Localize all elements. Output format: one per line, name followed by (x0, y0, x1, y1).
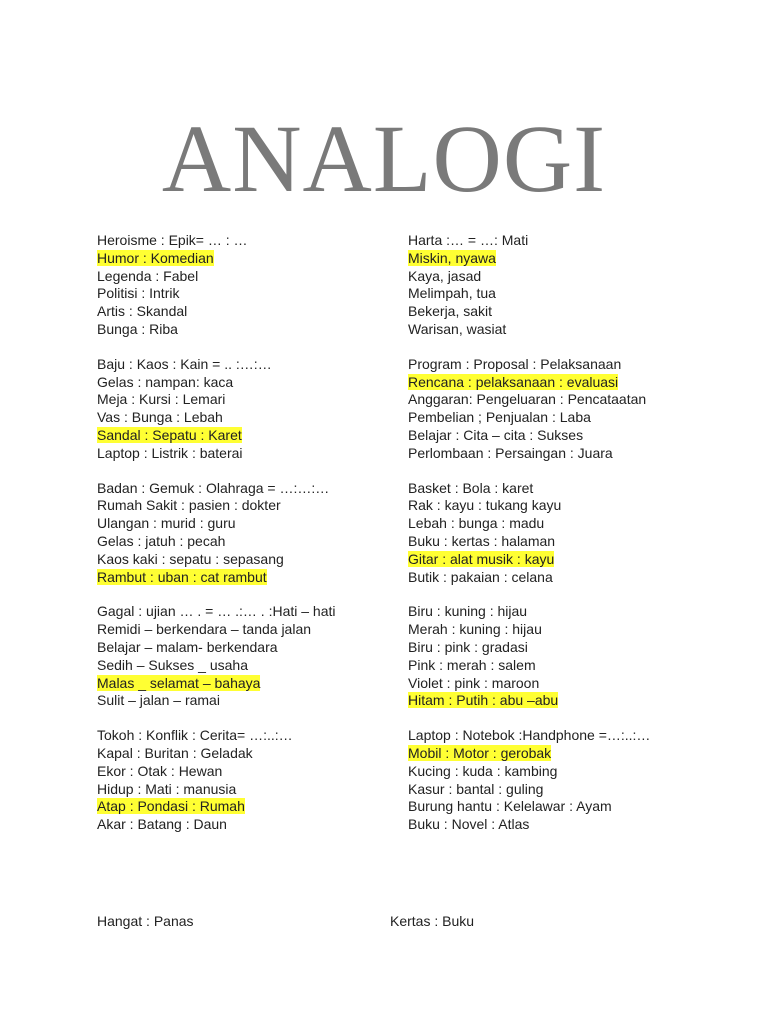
analogy-text: Hitam : Putih : abu –abu (408, 692, 559, 709)
analogy-text: Biru : pink : gradasi (408, 638, 528, 655)
highlighted-answer-line (97, 675, 387, 693)
analogy-text: Basket : Bola : karet (408, 479, 534, 496)
analogy-text: Buku : Novel : Atlas (408, 816, 530, 833)
page-title: ANALOGI (161, 105, 607, 212)
right-analogy-group (408, 232, 708, 339)
analogy-text: Belajar – malam- berkendara (97, 638, 278, 655)
analogy-line (408, 232, 708, 250)
analogy-line (408, 816, 708, 834)
analogy-text: Sulit – jalan – ramai (97, 692, 220, 709)
analogy-text: Perlombaan : Persaingan : Juara (408, 444, 613, 461)
right-analogy-group (408, 603, 708, 710)
analogy-line (408, 675, 708, 693)
analogy-text: Kaya, jasad (408, 267, 482, 284)
analogy-line (408, 268, 708, 286)
analogy-text: Vas : Bunga : Lebah (97, 409, 223, 426)
analogy-line (97, 533, 387, 551)
analogy-line (97, 321, 387, 339)
analogy-line (97, 657, 387, 675)
left-analogy-group (97, 727, 387, 834)
footer-right-text: Kertas : Buku (390, 913, 475, 929)
analogy-text: Baju : Kaos : Kain = .. :…:… (97, 355, 272, 372)
analogy-text: Belajar : Cita – cita : Sukses (408, 426, 584, 443)
analogy-line (408, 356, 708, 374)
analogy-line (97, 409, 387, 427)
analogy-text: Anggaran: Pengeluaran : Pencataatan (408, 391, 647, 408)
analogy-text: Gelas : nampan: kaca (97, 373, 234, 390)
analogy-line (97, 727, 387, 745)
analogy-text: Rumah Sakit : pasien : dokter (97, 497, 281, 514)
analogy-line (97, 639, 387, 657)
footer-left-text: Hangat : Panas (97, 913, 194, 929)
analogy-line (97, 551, 387, 569)
analogy-line (97, 816, 387, 834)
analogy-text: Atap : Pondasi : Rumah (97, 798, 245, 815)
analogy-line (97, 781, 387, 799)
analogy-text: Harta :… = …: Mati (408, 232, 529, 248)
analogy-line (97, 480, 387, 498)
analogy-text: Legenda : Fabel (97, 267, 199, 284)
analogy-line (97, 268, 387, 286)
analogy-text: Burung hantu : Kelelawar : Ayam (408, 798, 612, 815)
analogy-line (408, 409, 708, 427)
analogy-line (97, 745, 387, 763)
right-analogy-group (408, 356, 708, 463)
analogy-line (408, 285, 708, 303)
analogy-text: Laptop : Listrik : baterai (97, 444, 243, 461)
analogy-text: Bunga : Riba (97, 320, 178, 337)
analogy-line (408, 657, 708, 675)
analogy-line (408, 603, 708, 621)
left-column (97, 232, 387, 851)
left-analogy-group (97, 480, 387, 587)
analogy-text: Gitar : alat musik : kayu (408, 550, 555, 567)
analogy-text: Ulangan : murid : guru (97, 515, 236, 532)
analogy-text: Program : Proposal : Pelaksanaan (408, 355, 622, 372)
analogy-text: Kucing : kuda : kambing (408, 762, 558, 779)
analogy-text: Kaos kaki : sepatu : sepasang (97, 550, 284, 567)
analogy-text: Biru : kuning : hijau (408, 603, 528, 620)
analogy-line (408, 515, 708, 533)
left-analogy-group (97, 232, 387, 339)
analogy-line (97, 603, 387, 621)
analogy-text: Meja : Kursi : Lemari (97, 391, 226, 408)
analogy-text: Remidi – berkendara – tanda jalan (97, 621, 312, 638)
analogy-line (97, 763, 387, 781)
analogy-text: Merah : kuning : hijau (408, 621, 542, 638)
analogy-text: Politisi : Intrik (97, 285, 180, 302)
analogy-text: Rambut : uban : cat rambut (97, 568, 267, 585)
analogy-line (97, 391, 387, 409)
right-analogy-group (408, 727, 708, 834)
analogy-text: Laptop : Notebok :Handphone =…:..:… (408, 727, 651, 744)
right-column (408, 232, 708, 851)
analogy-line (408, 391, 708, 409)
analogy-line (408, 569, 708, 587)
highlighted-answer-line (408, 745, 708, 763)
analogy-line (97, 497, 387, 515)
highlighted-answer-line (97, 427, 387, 445)
highlighted-answer-line (97, 798, 387, 816)
analogy-line (408, 798, 708, 816)
analogy-text: Lebah : bunga : madu (408, 515, 545, 532)
analogy-line (408, 763, 708, 781)
analogy-line (97, 692, 387, 710)
analogy-line (408, 639, 708, 657)
analogy-line (408, 427, 708, 445)
analogy-line (97, 303, 387, 321)
analogy-line (97, 374, 387, 392)
analogy-text: Rencana : pelaksanaan : evaluasi (408, 373, 619, 390)
analogy-text: Bekerja, sakit (408, 303, 493, 320)
analogy-line (408, 621, 708, 639)
analogy-line (408, 533, 708, 551)
analogy-text: Pink : merah : salem (408, 656, 536, 673)
left-analogy-group (97, 603, 387, 710)
analogy-text: Badan : Gemuk : Olahraga = …:…:… (97, 479, 330, 496)
analogy-line (408, 303, 708, 321)
analogy-text: Pembelian ; Penjualan : Laba (408, 409, 591, 426)
analogy-text: Butik : pakaian : celana (408, 568, 553, 585)
analogy-text: Malas _ selamat – bahaya (97, 674, 261, 691)
analogy-line (408, 480, 708, 498)
analogy-line (97, 445, 387, 463)
analogy-text: Gelas : jatuh : pecah (97, 532, 226, 549)
highlighted-answer-line (408, 692, 708, 710)
analogy-text: Humor : Komedian (97, 249, 214, 266)
highlighted-answer-line (408, 374, 708, 392)
analogy-line (408, 727, 708, 745)
analogy-text: Miskin, nyawa (408, 249, 496, 266)
analogy-line (97, 621, 387, 639)
analogy-line (97, 285, 387, 303)
analogy-text: Sedih – Sukses _ usaha (97, 656, 248, 673)
analogy-text: Sandal : Sepatu : Karet (97, 426, 242, 443)
analogy-text: Hidup : Mati : manusia (97, 780, 237, 797)
analogy-text: Buku : kertas : halaman (408, 532, 556, 549)
analogy-line (408, 781, 708, 799)
analogy-line (408, 497, 708, 515)
analogy-text: Heroisme : Epik= … : … (97, 232, 248, 248)
analogy-text: Kapal : Buritan : Geladak (97, 744, 253, 761)
analogy-line (408, 445, 708, 463)
analogy-text: Gagal : ujian … . = … .:… . :Hati – hati (97, 603, 336, 620)
analogy-text: Artis : Skandal (97, 303, 188, 320)
analogy-text: Ekor : Otak : Hewan (97, 762, 223, 779)
analogy-text: Akar : Batang : Daun (97, 816, 227, 833)
analogy-line (408, 321, 708, 339)
analogy-text: Violet : pink : maroon (408, 674, 540, 691)
analogy-text: Mobil : Motor : gerobak (408, 744, 552, 761)
highlighted-answer-line (97, 569, 387, 587)
right-analogy-group (408, 480, 708, 587)
analogy-text: Melimpah, tua (408, 285, 496, 302)
analogy-line (97, 515, 387, 533)
analogy-text: Kasur : bantal : guling (408, 780, 544, 797)
highlighted-answer-line (97, 250, 387, 268)
highlighted-answer-line (408, 551, 708, 569)
highlighted-answer-line (408, 250, 708, 268)
analogy-text: Rak : kayu : tukang kayu (408, 497, 562, 514)
analogy-text: Tokoh : Konflik : Cerita= …:..:… (97, 727, 293, 744)
analogy-text: Warisan, wasiat (408, 320, 507, 337)
left-analogy-group (97, 356, 387, 463)
analogy-line (97, 356, 387, 374)
analogy-line (97, 232, 387, 250)
